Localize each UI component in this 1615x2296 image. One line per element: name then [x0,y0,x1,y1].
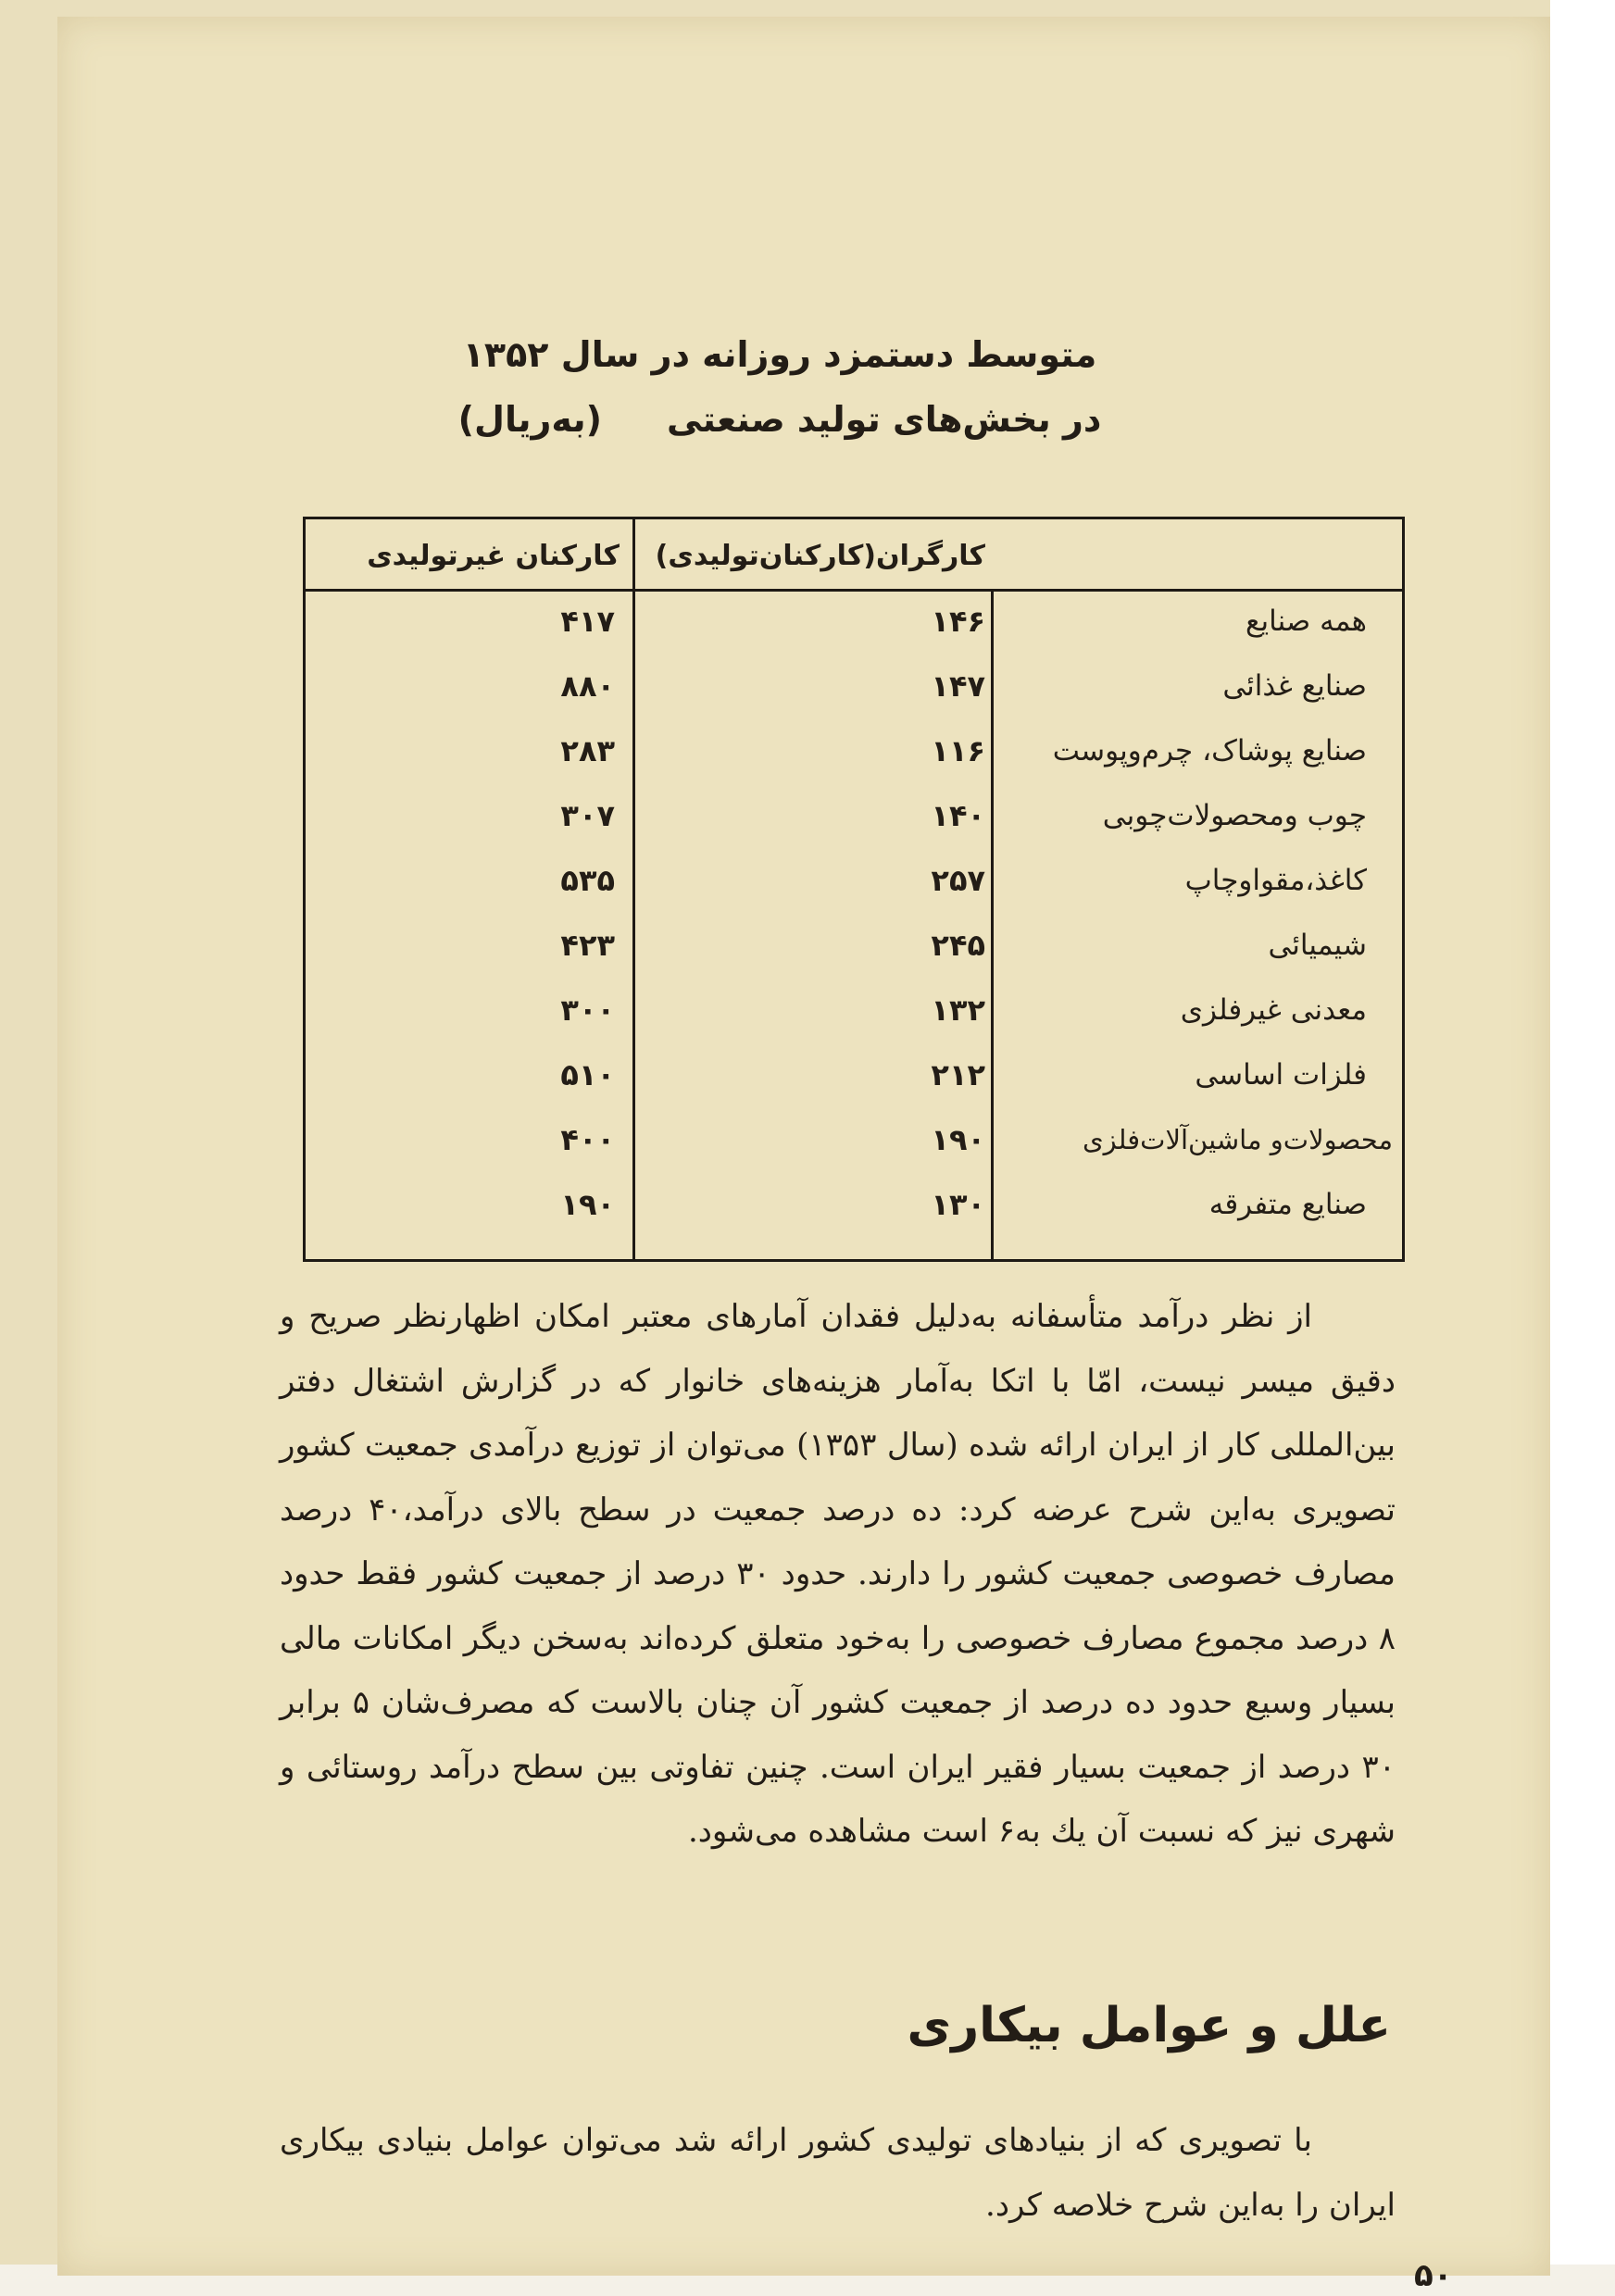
row-workers-value: ۱۴۷ [931,668,985,704]
row-non-production-value: ۳۰۷ [560,798,615,833]
row-category: همه صنایع [1246,605,1367,638]
row-category: فلزات اساسی [1195,1058,1367,1092]
row-category: صنایع غذائی [1222,669,1367,703]
row-category: شیمیائی [1268,929,1367,962]
row-workers-value: ۱۴۰ [931,798,985,833]
row-category: صنایع متفرقه [1208,1188,1367,1221]
row-category: چوب ومحصولات‌چوبی [1102,799,1367,832]
row-non-production-value: ۲۸۳ [560,733,615,768]
row-workers-value: ۲۱۲ [931,1057,985,1092]
row-workers-value: ۱۳۰ [931,1187,985,1222]
paragraph-text: با تصویری که از بنیادهای تولیدی کشور ارائه شد می‌توان عوامل بنیادی بیکاری ایران را به‌این شرح خلاصه کرد. [280,2122,1396,2224]
table-row [306,913,1402,978]
row-category: محصولات‌و ماشین‌آلات‌فلزی [1082,1124,1393,1155]
row-category: کاغذ،مقواوچاپ [1184,864,1367,897]
header-workers: کارگران(کارکنان‌تولیدی) [655,540,985,572]
row-non-production-value: ۴۰۰ [560,1122,615,1157]
row-non-production-value: ۱۹۰ [560,1187,615,1222]
row-workers-value: ۱۴۶ [931,604,985,639]
row-non-production-value: ۵۱۰ [560,1057,615,1092]
section-heading: علل و عوامل بیکاری [907,1998,1391,2053]
row-non-production-value: ۴۲۳ [560,928,615,963]
row-workers-value: ۲۵۷ [931,863,985,898]
table-row [306,783,1402,848]
row-non-production-value: ۳۰۰ [560,992,615,1028]
table-unit: (به‌ریال) [457,399,603,440]
page-number: ۵۰ [1414,2257,1453,2294]
table-row [306,654,1402,718]
table-row [306,589,1402,654]
table-title-subject: در بخش‌های تولید صنعتی [667,399,1102,440]
header-non-production: کارکنان غیرتولیدی [367,540,620,572]
row-workers-value: ۱۱۶ [931,733,985,768]
table-title-line1: متوسط دستمزد روزانه در سال ۱۳۵۲ [462,334,1097,375]
row-non-production-value: ۴۱۷ [560,604,615,639]
table-row [306,978,1402,1042]
row-category: معدنی غیرفلزی [1180,993,1367,1027]
table-row [306,1172,1402,1237]
income-distribution-paragraph [280,1285,1396,1865]
table-row [306,718,1402,783]
table-row [306,1107,1402,1172]
row-category: صنایع پوشاک، چرم‌وپوست [1052,734,1367,767]
table-row [306,1042,1402,1107]
book-page [57,17,1550,2294]
row-workers-value: ۱۹۰ [931,1122,985,1157]
row-non-production-value: ۵۳۵ [560,863,615,898]
wage-table [303,517,1405,1262]
row-non-production-value: ۸۸۰ [560,668,615,704]
table-title-line2 [335,392,1224,447]
table-row [306,848,1402,913]
paragraph-text: از نظر درآمد متأسفانه به‌دلیل فقدان آمارهای معتبر امکان اظهارنظر صریح و دقیق میسر نیست، امّا با اتکا به‌آمار هزینه‌های خانوار که در گزارش اشتغال دفتر بین‌المللی کار از ایران ارائه شده (سال ۱۳۵۳) می‌توان از توزیع درآمدی جمعیت کشور تصویری به‌این شرح عرضه کرد: ده درصد جمعیت در سطح بالای درآمد،۴۰ درصد مصارف خصوصی جمعیت کشور را دارند. حدود ۳۰ درصد از جمعیت کشور فقط حدود ۸ درصد مجموع مصارف خصوصی را به‌خود متعلق کرده‌اند به‌سخن دیگر امکانات مالی بسیار وسیع حدود ده درصد از جمعیت کشور آن چنان بالاست که مصرف‌شان ۵ برابر ۳۰ درصد از جمعیت بسیار فقیر ایران است. چنین تفاوتی بین سطح درآمد روستائی و شهری نیز که نسبت آن یك به۶ است مشاهده می‌شود. [280,1298,1396,1850]
scan-margin-right [1550,0,1615,2296]
row-workers-value: ۱۳۲ [931,992,985,1028]
unemployment-causes-paragraph [280,2109,1396,2238]
row-workers-value: ۲۴۵ [931,928,985,963]
